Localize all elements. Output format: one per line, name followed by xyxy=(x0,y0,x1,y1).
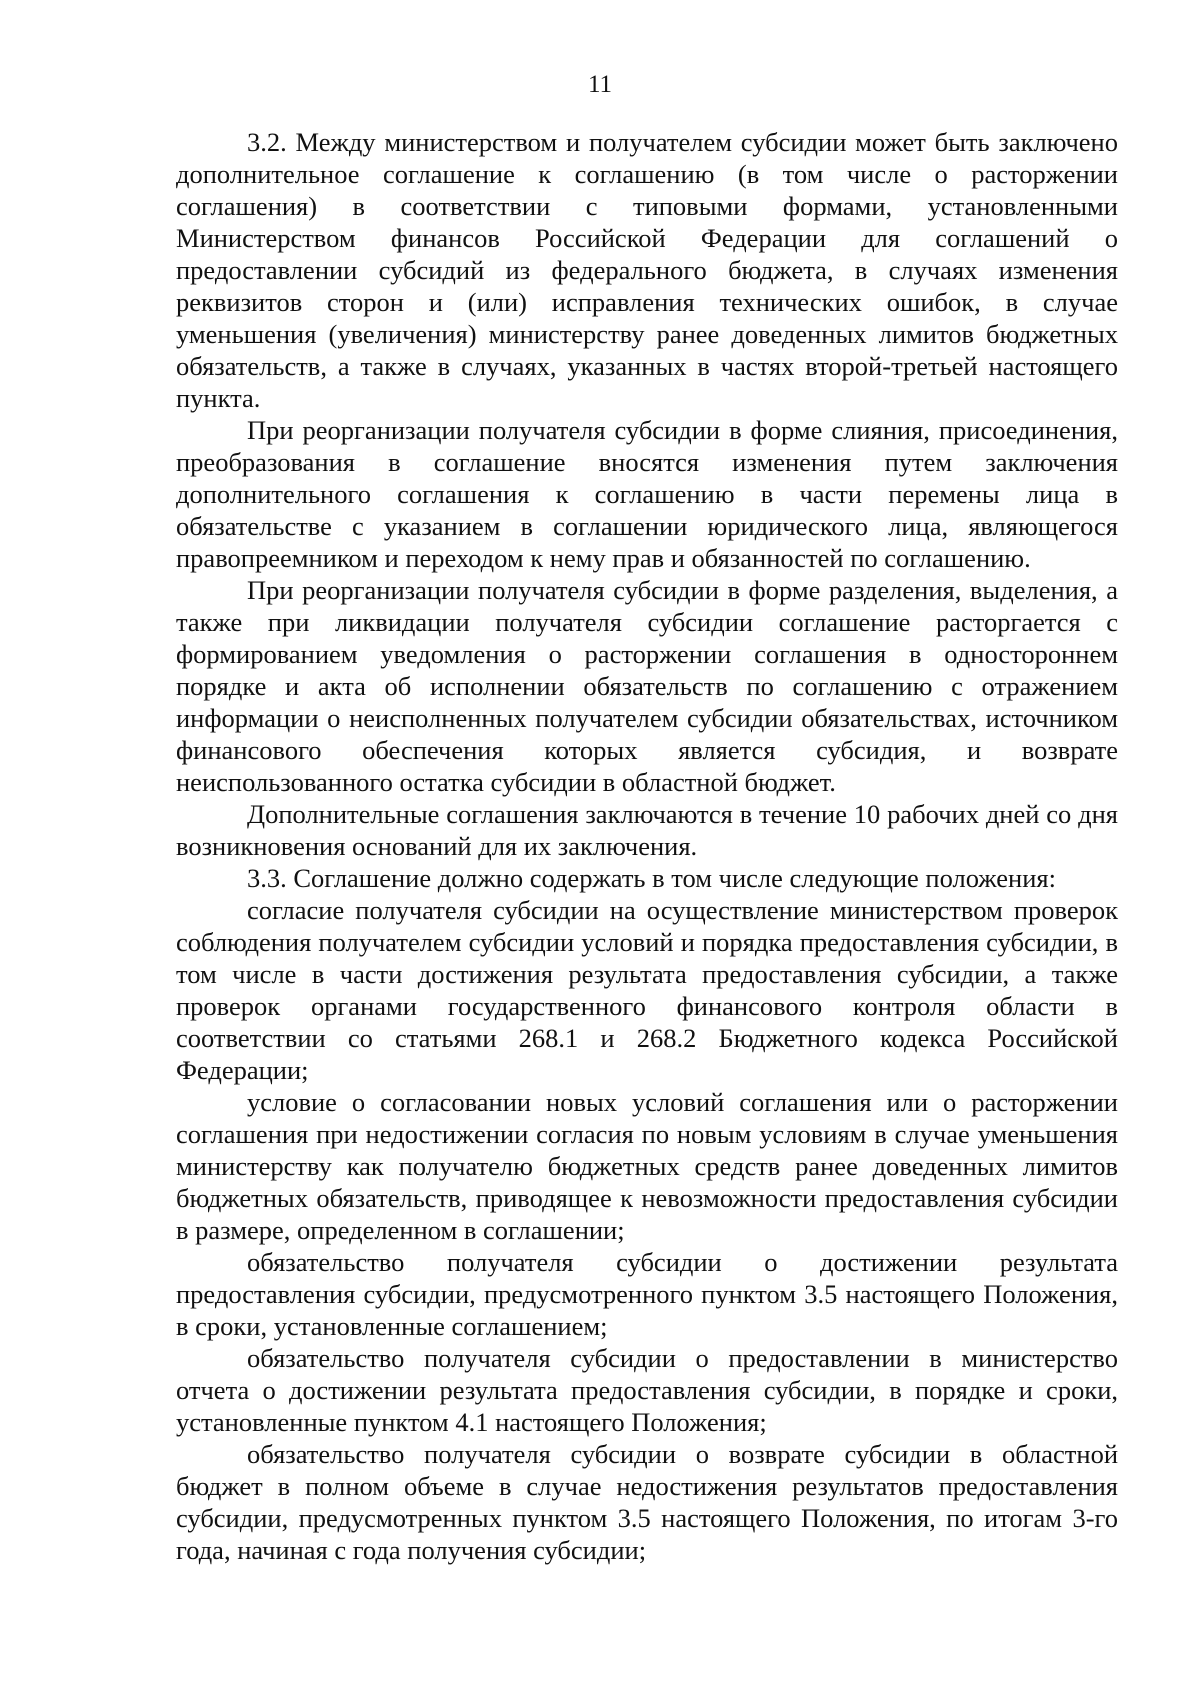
paragraph-report-obligation: обязательство получателя субсидии о предоставлении в министерство отчета о достижении результата предоставления субсидии, в порядке и сроки, установленные пунктом 4.1 настоящего Положения; xyxy=(176,1343,1118,1437)
paragraph-result-obligation: обязательство получателя субсидии о достижении результата предоставления субсидии, предусмотренного пунктом 3.5 настоящего Положения, в сроки, установленные соглашением; xyxy=(176,1247,1118,1341)
document-body xyxy=(176,126,1118,1566)
page-number: 11 xyxy=(587,71,613,98)
paragraph-new-conditions: условие о согласовании новых условий соглашения или о расторжении соглашения при недостижении согласия по новым условиям в случае уменьшения министерству как получателю бюджетных средств ранее доведенных лимитов бюджетных обязательств, приводящее к невозможности предоставления субсидии в размере, определенном в соглашении; xyxy=(176,1087,1118,1245)
paragraph-additional-agreements: Дополнительные соглашения заключаются в течение 10 рабочих дней со дня возникновения оснований для их заключения. xyxy=(176,799,1118,861)
paragraph-refund-obligation: обязательство получателя субсидии о возврате субсидии в областной бюджет в полном объеме в случае недостижения результатов предоставления субсидии, предусмотренных пунктом 3.5 настоящего Положения, по итогам 3-го года, начиная с года получения субсидии; xyxy=(176,1439,1118,1565)
paragraph-reorganization-division: При реорганизации получателя субсидии в форме разделения, выделения, а также при ликвидации получателя субсидии соглашение расторгается с формированием уведомления о расторжении соглашения в одностороннем порядке и акта об исполнении обязательств по соглашению с отражением информации о неисполненных получателем субсидии обязательствах, источником финансового обеспечения которых является субсидия, и возврате неиспользованного остатка субсидии в областной бюджет. xyxy=(176,575,1118,797)
paragraph-consent-inspections: согласие получателя субсидии на осуществление министерством проверок соблюдения получателем субсидии условий и порядка предоставления субсидии, в том числе в части достижения результата предоставления субсидии, а также проверок органами государственного финансового контроля области в соответствии со статьями 268.1 и 268.2 Бюджетного кодекса Российской Федерации; xyxy=(176,895,1118,1085)
paragraph-3-2: 3.2. Между министерством и получателем субсидии может быть заключено дополнительное соглашение к соглашению (в том числе о расторжении соглашения) в соответствии с типовыми формами, установленными Министерством финансов Российской Федерации для соглашений о предоставлении субсидий из федерального бюджета, в случаях изменения реквизитов сторон и (или) исправления технических ошибок, в случае уменьшения (увеличения) министерству ранее доведенных лимитов бюджетных обязательств, а также в случаях, указанных в частях второй-третьей настоящего пункта. xyxy=(176,127,1118,413)
paragraph-reorganization-merger: При реорганизации получателя субсидии в форме слияния, присоединения, преобразования в соглашение вносятся изменения путем заключения дополнительного соглашения к соглашению в части перемены лица в обязательстве с указанием в соглашении юридического лица, являющегося правопреемником и переходом к нему прав и обязанностей по соглашению. xyxy=(176,415,1118,573)
paragraph-3-3: 3.3. Соглашение должно содержать в том числе следующие положения: xyxy=(247,863,1056,893)
